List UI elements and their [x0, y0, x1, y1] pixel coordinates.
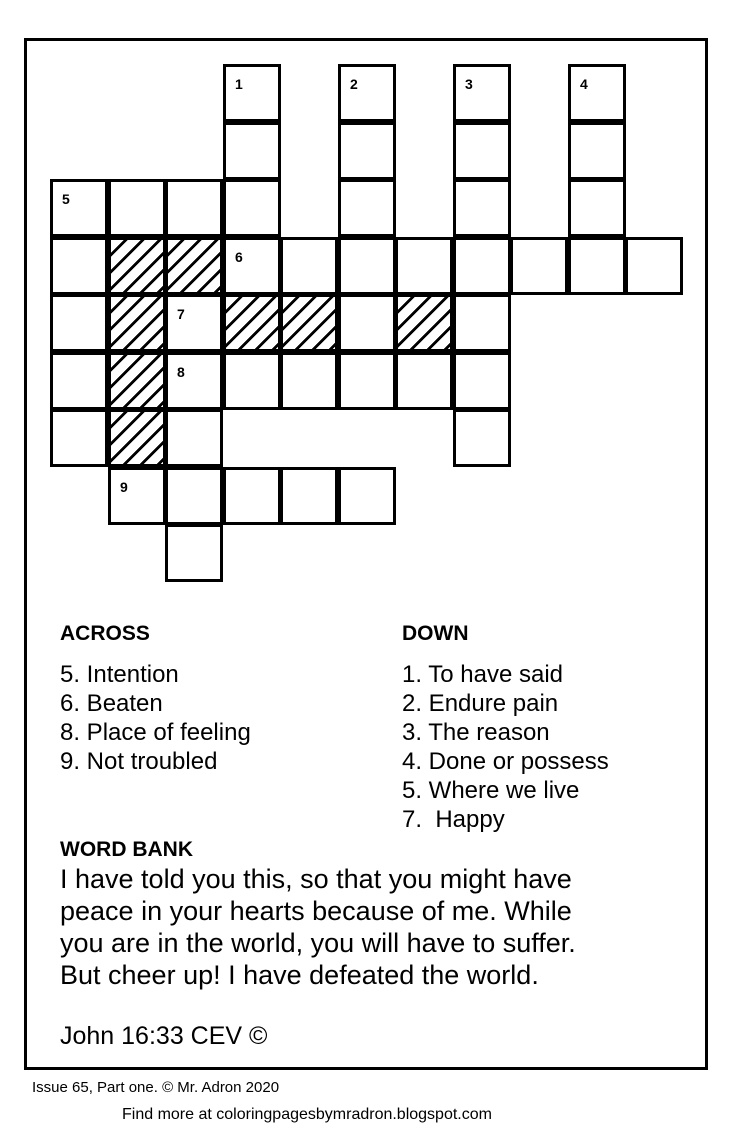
grid-cell[interactable] [223, 122, 281, 180]
across-clue: 6. Beaten [60, 690, 163, 717]
grid-cell[interactable] [165, 409, 223, 467]
grid-cell[interactable] [280, 237, 338, 295]
grid-cell[interactable] [338, 467, 396, 525]
grid-cell[interactable] [223, 352, 281, 410]
grid-cell[interactable] [338, 294, 396, 352]
grid-cell[interactable] [50, 237, 108, 295]
down-clue: 4. Done or possess [402, 748, 609, 775]
grid-cell[interactable] [50, 409, 108, 467]
blocked-cell [223, 294, 281, 352]
grid-cell[interactable] [453, 352, 511, 410]
grid-cell[interactable] [568, 237, 626, 295]
down-clue: 1. To have said [402, 661, 564, 688]
grid-cell[interactable] [165, 524, 223, 582]
find-more-link[interactable]: Find more at coloringpagesbymradron.blogspot.com [122, 1106, 492, 1123]
clue-number: 5 [62, 191, 70, 207]
down-clue: 5. Where we live [402, 777, 580, 804]
verse-reference: John 16:33 CEV © [60, 1022, 268, 1050]
clue-number: 7 [177, 306, 185, 322]
grid-cell[interactable] [453, 294, 511, 352]
across-clue: 8. Place of feeling [60, 719, 251, 746]
verse-line: But cheer up! I have defeated the world. [60, 960, 539, 990]
blocked-cell [165, 237, 223, 295]
blocked-cell [395, 294, 453, 352]
grid-cell[interactable] [165, 352, 223, 410]
across-clue: 5. Intention [60, 661, 179, 688]
grid-cell[interactable] [453, 179, 511, 237]
grid-cell[interactable] [453, 122, 511, 180]
down-clue: 2. Endure pain [402, 690, 559, 717]
grid-cell[interactable] [50, 294, 108, 352]
grid-cell[interactable] [510, 237, 568, 295]
verse-line: you are in the world, you will have to suffer. [60, 928, 576, 958]
grid-cell[interactable] [453, 409, 511, 467]
grid-cell[interactable] [165, 467, 223, 525]
grid-cell[interactable] [625, 237, 683, 295]
across-clue: 9. Not troubled [60, 748, 218, 775]
blocked-cell [108, 237, 166, 295]
verse-line: peace in your hearts because of me. While [60, 896, 572, 926]
word-bank-verse [60, 863, 700, 991]
grid-cell[interactable] [568, 179, 626, 237]
grid-cell[interactable] [50, 179, 108, 237]
grid-cell[interactable] [338, 237, 396, 295]
clue-number: 1 [235, 76, 243, 92]
clue-number: 3 [465, 76, 473, 92]
grid-cell[interactable] [223, 179, 281, 237]
grid-cell[interactable] [223, 467, 281, 525]
grid-cell[interactable] [108, 179, 166, 237]
blocked-cell [108, 352, 166, 410]
grid-cell[interactable] [453, 237, 511, 295]
grid-cell[interactable] [395, 352, 453, 410]
grid-cell[interactable] [338, 122, 396, 180]
grid-cell[interactable] [568, 122, 626, 180]
issue-note: Issue 65, Part one. © Mr. Adron 2020 [32, 1079, 280, 1096]
grid-cell[interactable] [453, 64, 511, 122]
grid-cell[interactable] [108, 467, 166, 525]
word-bank-heading: WORD BANK [60, 838, 193, 861]
grid-cell[interactable] [338, 64, 396, 122]
grid-cell[interactable] [338, 352, 396, 410]
grid-cell[interactable] [165, 294, 223, 352]
grid-cell[interactable] [223, 64, 281, 122]
blocked-cell [280, 294, 338, 352]
verse-line: I have told you this, so that you might have [60, 864, 572, 894]
down-clue-list [402, 660, 609, 834]
down-clue: 3. The reason [402, 719, 550, 746]
grid-cell[interactable] [568, 64, 626, 122]
grid-cell[interactable] [280, 352, 338, 410]
clue-number: 8 [177, 364, 185, 380]
blocked-cell [108, 409, 166, 467]
down-clue: 7. Happy [402, 806, 505, 833]
clue-number: 6 [235, 249, 243, 265]
grid-cell[interactable] [50, 352, 108, 410]
across-clue-list [60, 660, 251, 776]
blocked-cell [108, 294, 166, 352]
clue-number: 2 [350, 76, 358, 92]
clue-number: 4 [580, 76, 588, 92]
down-heading: DOWN [402, 622, 469, 645]
grid-cell[interactable] [395, 237, 453, 295]
grid-cell[interactable] [165, 179, 223, 237]
grid-cell[interactable] [338, 179, 396, 237]
grid-cell[interactable] [280, 467, 338, 525]
across-heading: ACROSS [60, 622, 150, 645]
clue-number: 9 [120, 479, 128, 495]
grid-cell[interactable] [223, 237, 281, 295]
